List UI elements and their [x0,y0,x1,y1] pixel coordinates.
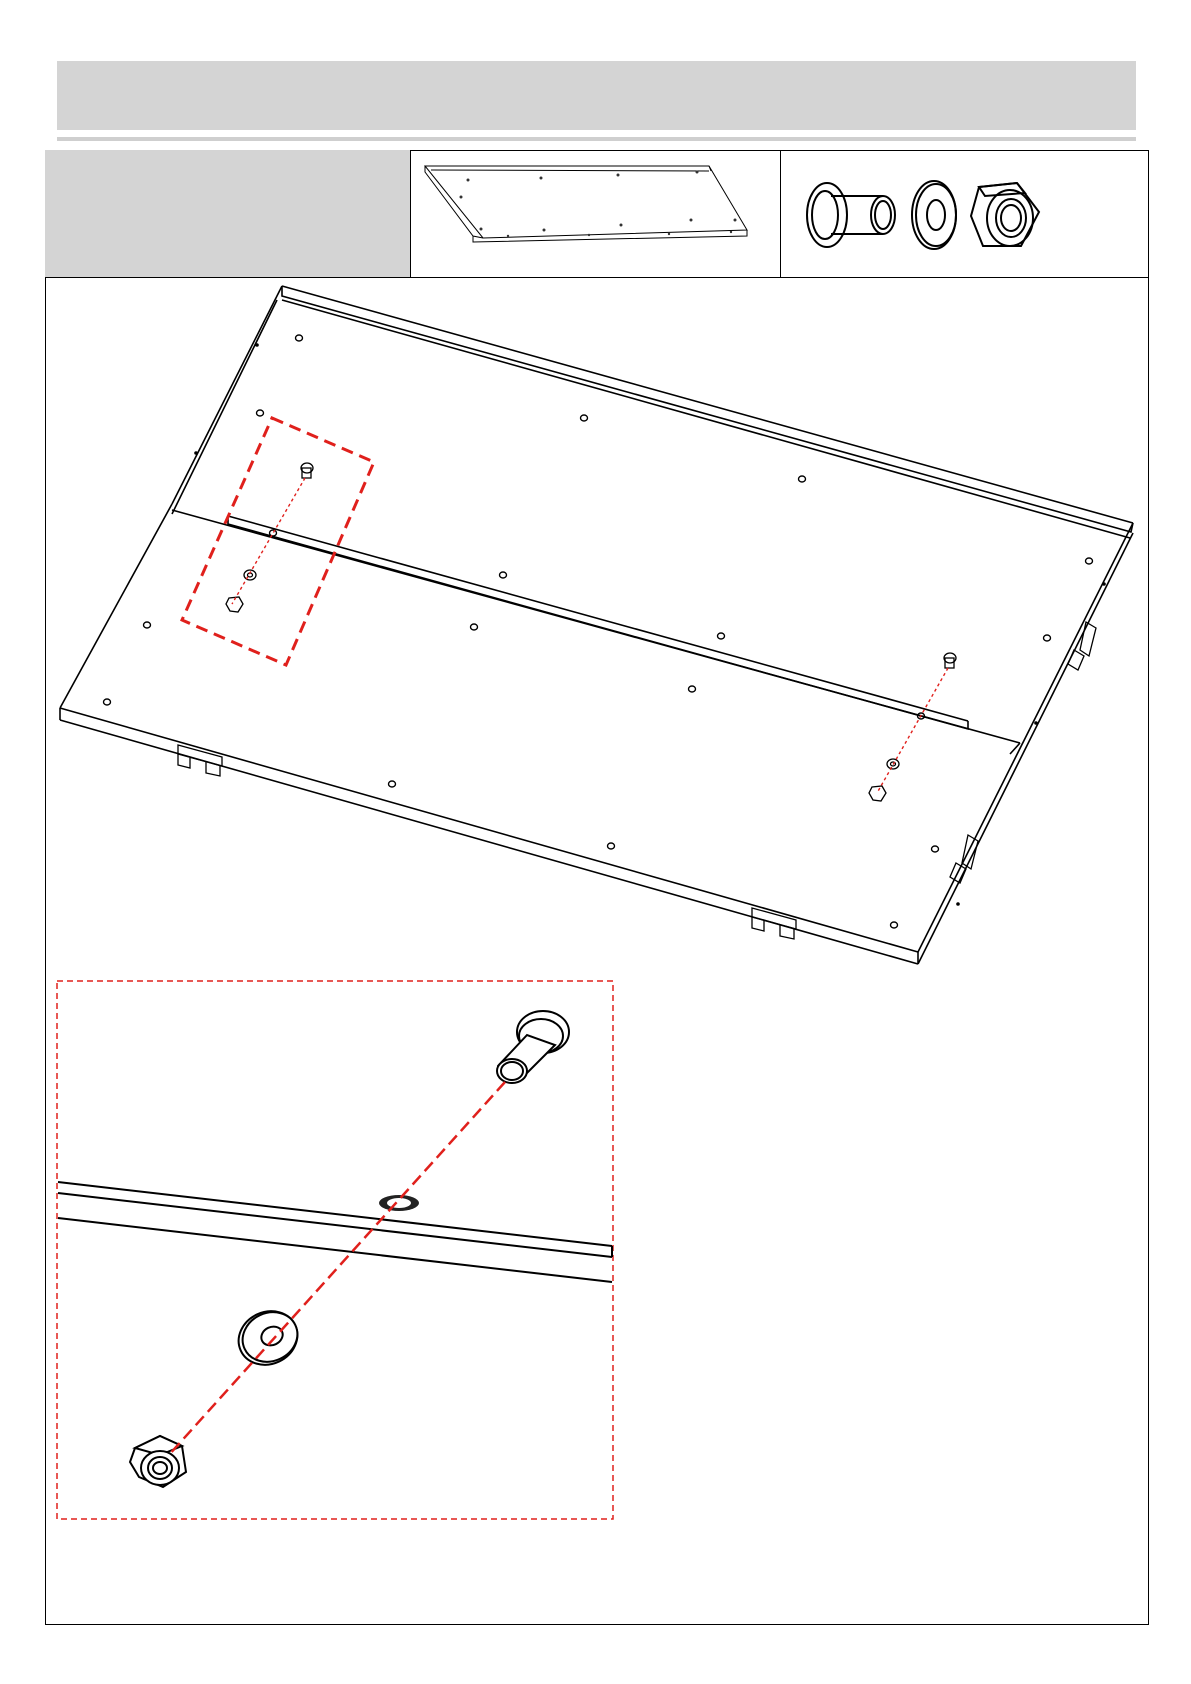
detail-washer-icon [230,1302,306,1374]
flange-hole [379,1195,419,1211]
detail-bolt-icon [497,1011,569,1083]
alignment-line [168,1082,505,1456]
